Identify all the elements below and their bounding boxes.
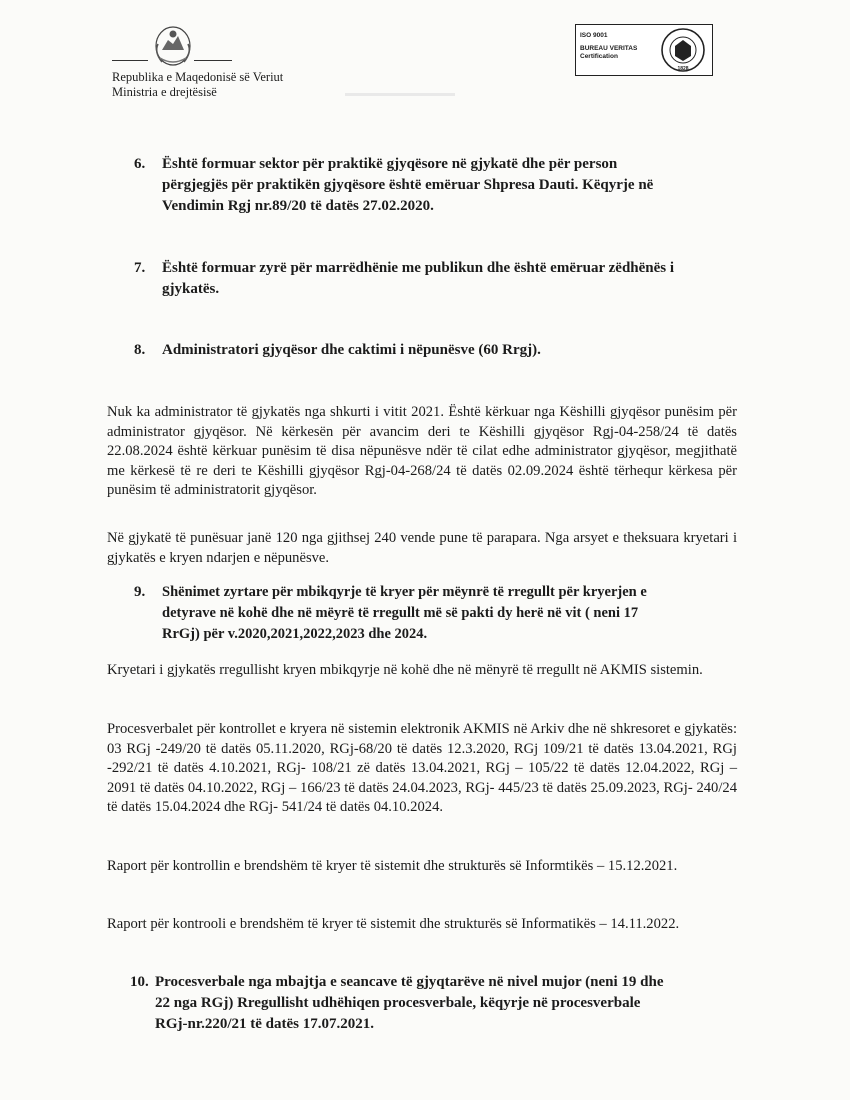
item-line: përgjegjës për praktikën gjyqësore është emëruar Shpresa Dauti. Këqyrje në (162, 177, 654, 193)
coat-of-arms-emblem (112, 22, 232, 72)
seal-year: 1828 (677, 66, 689, 72)
iso-certification-stamp (575, 24, 713, 76)
bureau-veritas-seal-icon (660, 27, 706, 73)
item-number: 6. (134, 156, 146, 172)
item-7-heading (134, 258, 772, 300)
item-line: detyrave në kohë dhe në mëyrë të rregullt më së pakti dy herë në vit ( neni 17 (162, 605, 639, 621)
item-line: Administratori gjyqësor dhe caktimi i nëpunësve (60 Rrgj). (162, 342, 541, 358)
item-number: 10. (130, 974, 149, 990)
ministry-name: Ministria e drejtësisë (112, 85, 217, 99)
item-line: Procesverbale nga mbajtja e seancave të gjyqtarëve në nivel mujor (neni 19 dhe (155, 974, 664, 990)
country-name: Republika e Maqedonisë së Veriut (112, 70, 284, 84)
cert-kind: Certification (580, 53, 618, 60)
item-line: Është formuar zyrë për marrëdhënie me publikun dhe është emëruar zëdhënës i (162, 260, 675, 276)
item-9-heading (134, 582, 738, 645)
supervision-paragraph-2: Procesverbalet për kontrollet e kryera në sistemin elektronik AKMIS në Arkiv dhe në shkresoret e gjykatës: 03 RGj -249/20 të datës 05.11.2020, RGj-68/20 të datës 12.3.2020, RGj 109/21 të datës 13.04.2021, RGj -292/21 të datës 4.10.2021, RGj- 108/21 zë datës 13.04.2021, RGj – 105/22 të datës 12.04.2022, RGj – 2091 të datës 04.10.2022, RGj – 166/23 të datës 24.04.2023, RGj- 445/23 të datës 25.09.2023, RGj- 240/24 të datës 15.04.2024 dhe RGj- 541/24 të datës 04.10.2024. (107, 721, 737, 815)
item-8-heading (134, 340, 772, 361)
iso-standard: ISO 9001 (580, 32, 608, 39)
item-6-heading (134, 154, 772, 217)
admin-paragraph-2: Në gjykatë të punësuar janë 120 nga gjithsej 240 vende pune të parapara. Nga arsyet e theksuara kryetari i gjykatës e kryen ndarjen e nëpunësve. (107, 530, 737, 566)
item-10-heading (130, 972, 745, 1035)
cert-body: BUREAU VERITAS (580, 45, 638, 52)
item-line: RrGj) për v.2020,2021,2022,2023 dhe 2024. (162, 626, 428, 642)
item-number: 8. (134, 342, 146, 358)
item-line: Vendimin Rgj nr.89/20 të datës 27.02.2020. (162, 198, 434, 214)
item-line: Shënimet zyrtare për mbikqyrje të kryer për mëynrë të rregullt për kryerjen e (162, 584, 647, 600)
item-number: 7. (134, 260, 146, 276)
supervision-paragraph-1: Kryetari i gjykatës rregullisht kryen mbikqyrje në kohë dhe në mënyrë të rregullt në AKMIS sistemin. (107, 662, 703, 678)
admin-paragraph-1: Nuk ka administrator të gjykatës nga shkurti i vitit 2021. Është kërkuar nga Këshilli gjyqësor punësim për administrator gjyqësor. Në kërkesën për avancim deri te Këshilli gjyqësor Rgj-04-258/24 të datës 22.08.2024 është kërkuar punësim të disa nëpunësve ndër të cilat edhe administrator gjyqësor, megjithatë me kërkesë të re deri te Këshilli gjyqësor Rgj-04-268/24 të datës 02.09.2024 është tërhequr kërkesa për punësim të administratorit gjyqësor. (107, 404, 737, 498)
item-line: RGj-nr.220/21 të datës 17.07.2021. (155, 1016, 375, 1032)
item-line: 22 nga RGj) Rregullisht udhëhiqen procesverbale, këqyrje në procesverbale (155, 995, 641, 1011)
item-line: gjykatës. (162, 281, 220, 297)
item-number: 9. (134, 584, 146, 600)
ministry-header (112, 70, 283, 100)
report-paragraph-1: Raport për kontrollin e brendshëm të kryer të sistemit dhe strukturës së Informtikës – 15.12.2021. (107, 858, 678, 874)
report-paragraph-2: Raport për kontrooli e brendshëm të kryer të sistemit dhe strukturës së Informatikës – 14.11.2022. (107, 916, 680, 932)
item-line: Është formuar sektor për praktikë gjyqësore në gjykatë dhe për person (162, 156, 618, 172)
